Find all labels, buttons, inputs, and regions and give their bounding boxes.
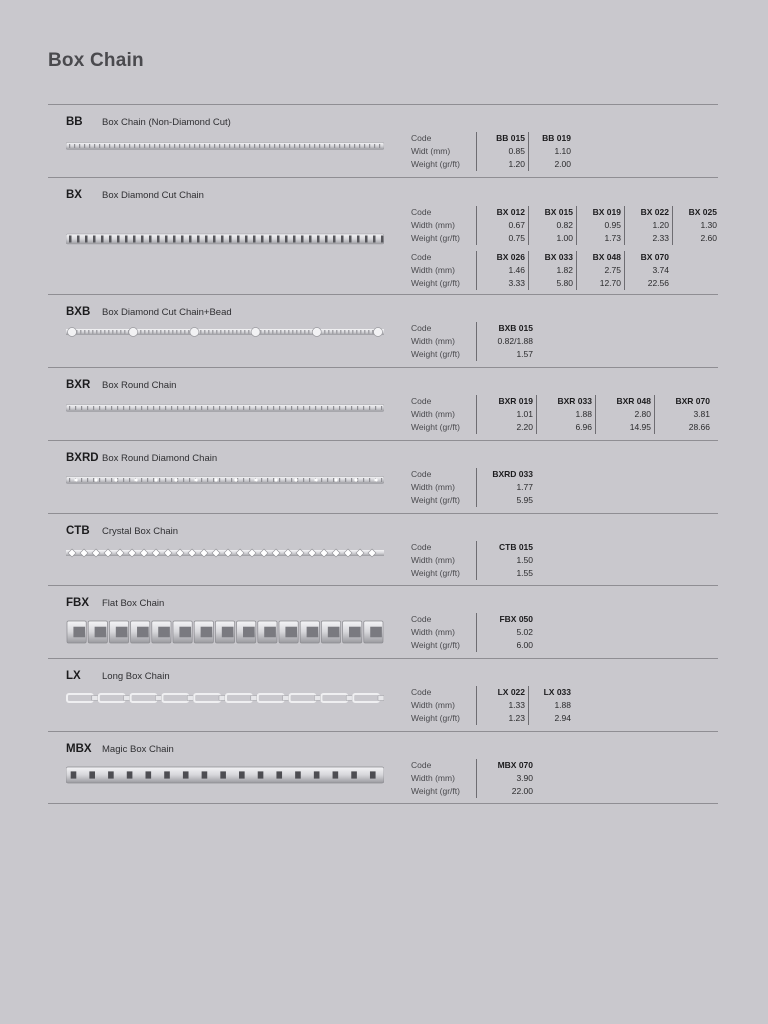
section-header <box>66 670 170 682</box>
spec-column-ctb-015 <box>476 541 536 580</box>
section-header <box>66 306 232 318</box>
width-value: 1.46 <box>508 265 525 275</box>
section-code: BXRD <box>66 452 99 464</box>
weight-label: Weight (gr/ft) <box>411 159 460 169</box>
weight-label: Weight (gr/ft) <box>411 786 460 796</box>
spec-block <box>411 686 574 725</box>
section-name: Crystal Box Chain <box>102 526 179 537</box>
weight-value: 2.33 <box>652 233 669 243</box>
product-code: BXR 033 <box>557 396 592 406</box>
spec-labels <box>411 613 476 652</box>
section-code: BX <box>66 189 82 201</box>
width-value: 2.80 <box>634 409 651 419</box>
spec-labels <box>411 468 476 507</box>
spec-labels <box>411 759 476 798</box>
spec-table <box>411 395 713 434</box>
width-value: 1.77 <box>516 482 533 492</box>
code-label: Code <box>411 614 432 624</box>
box-chain-long-icon <box>66 691 384 705</box>
spec-table <box>411 206 720 290</box>
width-label: Width (mm) <box>411 773 455 783</box>
chain-section-fbx <box>48 586 718 659</box>
width-value: 1.88 <box>554 700 571 710</box>
product-code: BX 012 <box>496 207 525 217</box>
box-chain-round-diamond-icon <box>66 473 384 487</box>
section-name: Box Diamond Cut Chain+Bead <box>102 307 232 318</box>
spec-column-bxb-015 <box>476 322 536 361</box>
spec-table <box>411 686 574 725</box>
spec-column-bxr-019 <box>476 395 536 434</box>
weight-value: 12.70 <box>599 278 621 288</box>
spec-column-mbx-070 <box>476 759 536 798</box>
width-value: 0.85 <box>508 146 525 156</box>
box-chain-crystal-icon <box>66 546 384 560</box>
code-label: Code <box>411 469 432 479</box>
width-label: Width (mm) <box>411 336 455 346</box>
product-code: BX 022 <box>640 207 669 217</box>
width-label: Width (mm) <box>411 555 455 565</box>
code-label: Code <box>411 542 432 552</box>
section-header <box>66 116 231 128</box>
spec-column-bx-033 <box>528 251 576 290</box>
section-name: Long Box Chain <box>102 671 170 682</box>
box-chain-magic-icon <box>66 766 384 784</box>
spec-column-bx-015 <box>528 206 576 245</box>
width-value: 0.95 <box>604 220 621 230</box>
section-code: MBX <box>66 743 92 755</box>
width-label: Width (mm) <box>411 220 455 230</box>
product-code: BB 015 <box>496 133 525 143</box>
section-header <box>66 525 178 537</box>
spec-labels <box>411 541 476 580</box>
product-code: BXRD 033 <box>492 469 533 479</box>
product-code: LX 033 <box>543 687 571 697</box>
spec-column-bxr-033 <box>536 395 595 434</box>
spec-column-bxr-048 <box>595 395 654 434</box>
section-code: CTB <box>66 525 90 537</box>
weight-value: 22.00 <box>511 786 533 796</box>
box-chain-flat-icon <box>66 620 384 644</box>
weight-value: 5.80 <box>556 278 573 288</box>
code-label: Code <box>411 207 432 217</box>
spec-column-lx-022 <box>476 686 528 725</box>
section-name: Box Chain (Non-Diamond Cut) <box>102 117 231 128</box>
weight-value: 1.20 <box>508 159 525 169</box>
code-label: Code <box>411 760 432 770</box>
code-label: Code <box>411 687 432 697</box>
spec-column-bx-026 <box>476 251 528 290</box>
product-code: BX 026 <box>496 252 525 262</box>
width-label: Widt (mm) <box>411 146 451 156</box>
weight-value: 1.73 <box>604 233 621 243</box>
weight-label: Weight (gr/ft) <box>411 233 460 243</box>
section-header <box>66 452 217 464</box>
spec-block <box>411 395 713 434</box>
product-code: LX 022 <box>497 687 525 697</box>
spec-table <box>411 132 574 171</box>
weight-value: 6.96 <box>575 422 592 432</box>
width-value: 2.75 <box>604 265 621 275</box>
product-code: BXR 019 <box>498 396 533 406</box>
width-value: 0.82/1.88 <box>497 336 533 346</box>
section-code: BB <box>66 116 83 128</box>
chain-section-mbx <box>48 732 718 804</box>
product-code: BX 015 <box>544 207 573 217</box>
chain-catalog <box>48 104 718 804</box>
width-value: 0.67 <box>508 220 525 230</box>
width-label: Width (mm) <box>411 265 455 275</box>
spec-column-bx-070 <box>624 251 672 290</box>
spec-table <box>411 613 536 652</box>
weight-value: 2.94 <box>554 713 571 723</box>
weight-label: Weight (gr/ft) <box>411 349 460 359</box>
width-value: 1.30 <box>700 220 717 230</box>
spec-column-bb-019 <box>528 132 574 171</box>
weight-value: 22.56 <box>647 278 669 288</box>
chain-section-bb <box>48 105 718 178</box>
product-code: BX 019 <box>592 207 621 217</box>
product-code: BXR 048 <box>616 396 651 406</box>
box-chain-diamond-cut-icon <box>66 232 384 246</box>
spec-column-fbx-050 <box>476 613 536 652</box>
product-code: BX 025 <box>688 207 717 217</box>
weight-label: Weight (gr/ft) <box>411 422 460 432</box>
width-value: 3.81 <box>693 409 710 419</box>
spec-table <box>411 468 536 507</box>
spec-column-bb-015 <box>476 132 528 171</box>
code-label: Code <box>411 252 432 262</box>
width-label: Width (mm) <box>411 482 455 492</box>
product-code: BX 048 <box>592 252 621 262</box>
box-chain-plain-icon <box>66 139 384 153</box>
box-chain-round-icon <box>66 401 384 415</box>
weight-value: 14.95 <box>629 422 651 432</box>
spec-labels <box>411 395 476 434</box>
width-label: Width (mm) <box>411 700 455 710</box>
weight-label: Weight (gr/ft) <box>411 495 460 505</box>
code-label: Code <box>411 133 432 143</box>
width-value: 0.82 <box>556 220 573 230</box>
product-code: BXR 070 <box>675 396 710 406</box>
weight-label: Weight (gr/ft) <box>411 568 460 578</box>
spec-column-bxr-070 <box>654 395 713 434</box>
spec-table <box>411 541 536 580</box>
chain-section-bx <box>48 178 718 295</box>
weight-value: 3.33 <box>508 278 525 288</box>
spec-block <box>411 206 720 245</box>
code-label: Code <box>411 396 432 406</box>
weight-label: Weight (gr/ft) <box>411 278 460 288</box>
chain-section-bxr <box>48 368 718 441</box>
spec-column-bx-022 <box>624 206 672 245</box>
width-value: 5.02 <box>516 627 533 637</box>
width-value: 1.50 <box>516 555 533 565</box>
chain-section-bxrd <box>48 441 718 514</box>
section-name: Box Round Chain <box>102 380 177 391</box>
section-header <box>66 189 204 201</box>
width-label: Width (mm) <box>411 409 455 419</box>
chain-section-lx <box>48 659 718 732</box>
product-code: BB 019 <box>542 133 571 143</box>
spec-labels <box>411 251 476 290</box>
width-value: 3.90 <box>516 773 533 783</box>
weight-value: 28.66 <box>688 422 710 432</box>
chain-section-ctb <box>48 514 718 586</box>
weight-value: 2.20 <box>516 422 533 432</box>
spec-labels <box>411 206 476 245</box>
spec-column-bxrd-033 <box>476 468 536 507</box>
section-name: Magic Box Chain <box>102 744 174 755</box>
chain-section-bxb <box>48 295 718 368</box>
section-name: Box Diamond Cut Chain <box>102 190 204 201</box>
spec-block <box>411 613 536 652</box>
spec-labels <box>411 686 476 725</box>
product-code: BX 070 <box>640 252 669 262</box>
spec-labels <box>411 132 476 171</box>
spec-column-bx-019 <box>576 206 624 245</box>
weight-value: 0.75 <box>508 233 525 243</box>
width-value: 1.88 <box>575 409 592 419</box>
section-header <box>66 379 176 391</box>
spec-block <box>411 468 536 507</box>
weight-value: 2.60 <box>700 233 717 243</box>
spec-table <box>411 322 536 361</box>
spec-labels <box>411 322 476 361</box>
section-code: BXR <box>66 379 91 391</box>
weight-label: Weight (gr/ft) <box>411 713 460 723</box>
width-label: Width (mm) <box>411 627 455 637</box>
weight-label: Weight (gr/ft) <box>411 640 460 650</box>
spec-block <box>411 759 536 798</box>
width-value: 1.10 <box>554 146 571 156</box>
spec-column-bx-048 <box>576 251 624 290</box>
spec-block <box>411 541 536 580</box>
weight-value: 5.95 <box>516 495 533 505</box>
spec-block <box>411 251 720 290</box>
product-code: FBX 050 <box>499 614 533 624</box>
product-code: CTB 015 <box>498 542 533 552</box>
code-label: Code <box>411 323 432 333</box>
weight-value: 1.23 <box>508 713 525 723</box>
spec-block <box>411 132 574 171</box>
weight-value: 1.55 <box>516 568 533 578</box>
width-value: 3.74 <box>652 265 669 275</box>
weight-value: 6.00 <box>516 640 533 650</box>
weight-value: 1.00 <box>556 233 573 243</box>
spec-table <box>411 759 536 798</box>
spec-column-bx-025 <box>672 206 720 245</box>
product-code: MBX 070 <box>497 760 533 770</box>
width-value: 1.33 <box>508 700 525 710</box>
weight-value: 1.57 <box>516 349 533 359</box>
product-code: BXB 015 <box>498 323 533 333</box>
section-header <box>66 597 164 609</box>
box-chain-bead-icon <box>66 325 384 339</box>
width-value: 1.82 <box>556 265 573 275</box>
width-value: 1.20 <box>652 220 669 230</box>
product-code: BX 033 <box>544 252 573 262</box>
section-name: Box Round Diamond Chain <box>102 453 218 464</box>
width-value: 1.01 <box>516 409 533 419</box>
section-code: LX <box>66 670 81 682</box>
section-name: Flat Box Chain <box>102 598 165 609</box>
page-title: Box Chain <box>48 50 144 71</box>
spec-column-bx-012 <box>476 206 528 245</box>
section-code: BXB <box>66 306 91 318</box>
spec-column-lx-033 <box>528 686 574 725</box>
weight-value: 2.00 <box>554 159 571 169</box>
section-code: FBX <box>66 597 89 609</box>
section-header <box>66 743 174 755</box>
spec-block <box>411 322 536 361</box>
